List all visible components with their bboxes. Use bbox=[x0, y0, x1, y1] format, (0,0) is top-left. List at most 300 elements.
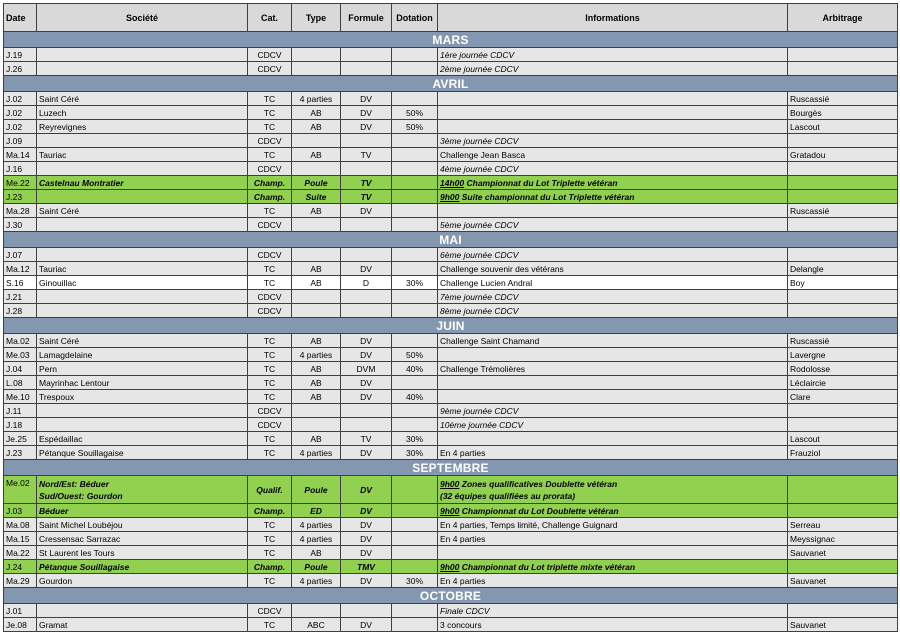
date-cell: J.16 bbox=[4, 162, 37, 176]
date-cell: L.08 bbox=[4, 376, 37, 390]
societe-cell: Cressensac Sarrazac bbox=[37, 532, 248, 546]
info-cell bbox=[438, 92, 788, 106]
societe-cell: St Laurent les Tours bbox=[37, 546, 248, 560]
arbitrage-cell: Boy bbox=[788, 276, 898, 290]
date-cell: Me.22 bbox=[4, 176, 37, 190]
arbitrage-cell bbox=[788, 604, 898, 618]
info-cell bbox=[438, 204, 788, 218]
arbitrage-cell bbox=[788, 176, 898, 190]
info-cell bbox=[438, 106, 788, 120]
date-cell: J.18 bbox=[4, 418, 37, 432]
societe-cell: Saint Céré bbox=[37, 334, 248, 348]
date-cell: Ma.22 bbox=[4, 546, 37, 560]
header-date: Date bbox=[4, 4, 37, 32]
formule-cell bbox=[341, 304, 392, 318]
cat-cell: TC bbox=[248, 376, 292, 390]
dotation-cell bbox=[392, 476, 438, 504]
info-cell bbox=[438, 162, 788, 176]
dotation-cell bbox=[392, 162, 438, 176]
date-cell: J.01 bbox=[4, 604, 37, 618]
formule-cell bbox=[341, 134, 392, 148]
societe-cell: Mayrinhac Lentour bbox=[37, 376, 248, 390]
cat-cell: TC bbox=[248, 574, 292, 588]
info-cell bbox=[438, 560, 788, 574]
month-band: MAI bbox=[4, 232, 898, 248]
type-cell bbox=[292, 304, 341, 318]
table-row bbox=[4, 106, 898, 120]
date-cell: Ma.14 bbox=[4, 148, 37, 162]
formule-cell: TV bbox=[341, 432, 392, 446]
arbitrage-cell bbox=[788, 134, 898, 148]
type-cell: AB bbox=[292, 276, 341, 290]
type-cell bbox=[292, 248, 341, 262]
info-text: Suite championnat du Lot Triplette vétéran bbox=[461, 191, 635, 202]
formule-cell: TV bbox=[341, 148, 392, 162]
table-row bbox=[4, 418, 898, 432]
cat-cell: TC bbox=[248, 446, 292, 460]
cat-cell: CDCV bbox=[248, 290, 292, 304]
formule-cell: TV bbox=[341, 176, 392, 190]
type-cell: AB bbox=[292, 432, 341, 446]
info-cell bbox=[438, 276, 788, 290]
table-row bbox=[4, 546, 898, 560]
info-text: En 4 parties, Temps limité, Challenge Guignard bbox=[440, 519, 618, 530]
cat-cell: TC bbox=[248, 532, 292, 546]
formule-cell: DV bbox=[341, 106, 392, 120]
formule-cell: DVM bbox=[341, 362, 392, 376]
info-text: 3 concours bbox=[440, 619, 482, 630]
month-band-row bbox=[4, 460, 898, 476]
societe-cell: Béduer bbox=[37, 504, 248, 518]
cat-cell: TC bbox=[248, 276, 292, 290]
societe-cell bbox=[37, 134, 248, 148]
formule-cell: DV bbox=[341, 334, 392, 348]
cat-cell: TC bbox=[248, 618, 292, 632]
type-cell: AB bbox=[292, 362, 341, 376]
month-band: OCTOBRE bbox=[4, 588, 898, 604]
info-cell bbox=[438, 504, 788, 518]
arbitrage-cell: Lascout bbox=[788, 120, 898, 134]
cat-cell: TC bbox=[248, 106, 292, 120]
date-cell: Ma.12 bbox=[4, 262, 37, 276]
societe-cell: Saint Céré bbox=[37, 92, 248, 106]
type-cell: AB bbox=[292, 148, 341, 162]
formule-cell: TV bbox=[341, 190, 392, 204]
arbitrage-cell: Bourgès bbox=[788, 106, 898, 120]
table-row bbox=[4, 262, 898, 276]
info-cell bbox=[438, 362, 788, 376]
date-cell: J.23 bbox=[4, 190, 37, 204]
societe-cell: Trespoux bbox=[37, 390, 248, 404]
date-cell: J.03 bbox=[4, 504, 37, 518]
type-cell bbox=[292, 162, 341, 176]
info-text: Challenge Trémolières bbox=[440, 363, 526, 374]
date-cell: Me.03 bbox=[4, 348, 37, 362]
table-header bbox=[4, 4, 898, 32]
arbitrage-cell: Lavergne bbox=[788, 348, 898, 362]
table-row bbox=[4, 62, 898, 76]
info-extra: (32 équipes qualifiées au prorata) bbox=[440, 490, 576, 501]
formule-cell bbox=[341, 404, 392, 418]
cat-cell: TC bbox=[248, 546, 292, 560]
header-formule: Formule bbox=[341, 4, 392, 32]
header-type: Type bbox=[292, 4, 341, 32]
month-band-row bbox=[4, 76, 898, 92]
formule-cell: DV bbox=[341, 446, 392, 460]
table-row bbox=[4, 190, 898, 204]
month-band-row bbox=[4, 588, 898, 604]
arbitrage-cell bbox=[788, 404, 898, 418]
societe-cell: Luzech bbox=[37, 106, 248, 120]
formule-cell bbox=[341, 418, 392, 432]
cat-cell: TC bbox=[248, 92, 292, 106]
dotation-cell bbox=[392, 62, 438, 76]
info-cell bbox=[438, 134, 788, 148]
societe-cell bbox=[37, 162, 248, 176]
arbitrage-cell: Frauziol bbox=[788, 446, 898, 460]
info-cell bbox=[438, 248, 788, 262]
date-cell: J.11 bbox=[4, 404, 37, 418]
arbitrage-cell: Serreau bbox=[788, 518, 898, 532]
date-cell: Me.10 bbox=[4, 390, 37, 404]
cat-cell: Champ. bbox=[248, 504, 292, 518]
arbitrage-cell bbox=[788, 62, 898, 76]
info-text: 6ème journée CDCV bbox=[440, 249, 519, 260]
type-cell: ED bbox=[292, 504, 341, 518]
dotation-cell: 40% bbox=[392, 390, 438, 404]
formule-cell bbox=[341, 290, 392, 304]
societe-line: Nord/Est: Béduer bbox=[39, 478, 109, 489]
formule-cell: DV bbox=[341, 92, 392, 106]
type-cell bbox=[292, 418, 341, 432]
type-cell bbox=[292, 218, 341, 232]
formule-cell: DV bbox=[341, 376, 392, 390]
societe-line: Sud/Ouest: Gourdon bbox=[39, 490, 123, 501]
formule-cell bbox=[341, 162, 392, 176]
type-cell: AB bbox=[292, 262, 341, 276]
type-cell bbox=[292, 604, 341, 618]
arbitrage-cell bbox=[788, 190, 898, 204]
arbitrage-cell bbox=[788, 504, 898, 518]
month-band: MARS bbox=[4, 32, 898, 48]
arbitrage-cell: Sauvanet bbox=[788, 574, 898, 588]
table-row bbox=[4, 618, 898, 632]
info-cell bbox=[438, 48, 788, 62]
societe-cell bbox=[37, 290, 248, 304]
dotation-cell bbox=[392, 148, 438, 162]
formule-cell: DV bbox=[341, 204, 392, 218]
arbitrage-cell bbox=[788, 418, 898, 432]
societe-cell: Espédaillac bbox=[37, 432, 248, 446]
month-band-row bbox=[4, 232, 898, 248]
type-cell: AB bbox=[292, 204, 341, 218]
type-cell bbox=[292, 404, 341, 418]
dotation-cell bbox=[392, 518, 438, 532]
societe-cell: Pétanque Souillagaise bbox=[37, 560, 248, 574]
dotation-cell bbox=[392, 560, 438, 574]
table-row bbox=[4, 432, 898, 446]
dotation-cell: 40% bbox=[392, 362, 438, 376]
dotation-cell bbox=[392, 618, 438, 632]
type-cell bbox=[292, 290, 341, 304]
info-text: 9ème journée CDCV bbox=[440, 405, 519, 416]
table-row bbox=[4, 304, 898, 318]
arbitrage-cell: Delangle bbox=[788, 262, 898, 276]
arbitrage-cell bbox=[788, 560, 898, 574]
info-cell bbox=[438, 190, 788, 204]
info-cell bbox=[438, 120, 788, 134]
info-text: Challenge Jean Basca bbox=[440, 149, 526, 160]
table-row bbox=[4, 334, 898, 348]
formule-cell: DV bbox=[341, 574, 392, 588]
table-row bbox=[4, 248, 898, 262]
header-row bbox=[4, 4, 898, 32]
info-cell bbox=[438, 574, 788, 588]
arbitrage-cell: Sauvanet bbox=[788, 546, 898, 560]
info-cell bbox=[438, 532, 788, 546]
table-row bbox=[4, 176, 898, 190]
date-cell: J.26 bbox=[4, 62, 37, 76]
info-time: 9h00 bbox=[440, 561, 460, 572]
table-row bbox=[4, 376, 898, 390]
societe-cell bbox=[37, 190, 248, 204]
cat-cell: Champ. bbox=[248, 190, 292, 204]
cat-cell: TC bbox=[248, 390, 292, 404]
table-row bbox=[4, 348, 898, 362]
dotation-cell bbox=[392, 546, 438, 560]
info-cell bbox=[438, 446, 788, 460]
formule-cell bbox=[341, 218, 392, 232]
date-cell: Ma.29 bbox=[4, 574, 37, 588]
info-cell bbox=[438, 432, 788, 446]
table-row bbox=[4, 134, 898, 148]
formule-cell bbox=[341, 48, 392, 62]
arbitrage-cell: Gratadou bbox=[788, 148, 898, 162]
societe-cell: Ginouillac bbox=[37, 276, 248, 290]
calendar-table bbox=[3, 3, 898, 632]
table-row bbox=[4, 518, 898, 532]
type-cell: 4 parties bbox=[292, 574, 341, 588]
societe-cell: Tauriac bbox=[37, 262, 248, 276]
societe-cell: Castelnau Montratier bbox=[37, 176, 248, 190]
cat-cell: TC bbox=[248, 334, 292, 348]
table-row bbox=[4, 404, 898, 418]
cat-cell: Champ. bbox=[248, 176, 292, 190]
info-text: 2ème journée CDCV bbox=[440, 63, 519, 74]
formule-cell: DV bbox=[341, 532, 392, 546]
cat-cell: CDCV bbox=[248, 218, 292, 232]
dotation-cell bbox=[392, 376, 438, 390]
dotation-cell bbox=[392, 176, 438, 190]
cat-cell: CDCV bbox=[248, 418, 292, 432]
info-text: 7ème journée CDCV bbox=[440, 291, 519, 302]
date-cell: Ma.15 bbox=[4, 532, 37, 546]
dotation-cell bbox=[392, 134, 438, 148]
table-row bbox=[4, 290, 898, 304]
date-cell: J.07 bbox=[4, 248, 37, 262]
info-text: Zones qualificatives Doublette vétéran bbox=[461, 478, 618, 489]
arbitrage-cell: Sauvanet bbox=[788, 618, 898, 632]
societe-cell: Lamagdelaine bbox=[37, 348, 248, 362]
table-row bbox=[4, 504, 898, 518]
date-cell: Je.08 bbox=[4, 618, 37, 632]
info-text: 10ème journée CDCV bbox=[440, 419, 524, 430]
header-arbitrage: Arbitrage bbox=[788, 4, 898, 32]
formule-cell: DV bbox=[341, 348, 392, 362]
table-row bbox=[4, 276, 898, 290]
date-cell: Ma.02 bbox=[4, 334, 37, 348]
formule-cell bbox=[341, 604, 392, 618]
table-row bbox=[4, 476, 898, 504]
formule-cell: TMV bbox=[341, 560, 392, 574]
date-cell: J.04 bbox=[4, 362, 37, 376]
arbitrage-cell: Ruscassié bbox=[788, 204, 898, 218]
info-text: Championnat du Lot Doublette vétéran bbox=[461, 505, 619, 516]
arbitrage-cell bbox=[788, 48, 898, 62]
type-cell: AB bbox=[292, 334, 341, 348]
table-row bbox=[4, 362, 898, 376]
info-text: Challenge souvenir des vétérans bbox=[440, 263, 564, 274]
table-row bbox=[4, 162, 898, 176]
info-cell bbox=[438, 376, 788, 390]
dotation-cell bbox=[392, 204, 438, 218]
info-text: Finale CDCV bbox=[440, 605, 490, 616]
date-cell: J.02 bbox=[4, 106, 37, 120]
formule-cell: DV bbox=[341, 262, 392, 276]
type-cell: Suite bbox=[292, 190, 341, 204]
info-text: En 4 parties bbox=[440, 447, 486, 458]
cat-cell: TC bbox=[248, 432, 292, 446]
societe-cell: Saint Céré bbox=[37, 204, 248, 218]
type-cell: AB bbox=[292, 120, 341, 134]
cat-cell: CDCV bbox=[248, 48, 292, 62]
info-text: 4ème journée CDCV bbox=[440, 163, 519, 174]
date-cell: Je.25 bbox=[4, 432, 37, 446]
cat-cell: CDCV bbox=[248, 248, 292, 262]
info-cell bbox=[438, 604, 788, 618]
info-cell bbox=[438, 476, 788, 504]
table-row bbox=[4, 48, 898, 62]
societe-cell: Tauriac bbox=[37, 148, 248, 162]
type-cell: 4 parties bbox=[292, 518, 341, 532]
dotation-cell: 30% bbox=[392, 276, 438, 290]
cat-cell: Qualif. bbox=[248, 476, 292, 504]
cat-cell: CDCV bbox=[248, 162, 292, 176]
dotation-cell bbox=[392, 418, 438, 432]
type-cell: 4 parties bbox=[292, 348, 341, 362]
date-cell: Me.02 bbox=[4, 476, 37, 504]
societe-cell bbox=[37, 304, 248, 318]
month-band-row bbox=[4, 32, 898, 48]
header-informations: Informations bbox=[438, 4, 788, 32]
type-cell: 4 parties bbox=[292, 446, 341, 460]
header-societe: Société bbox=[37, 4, 248, 32]
info-cell bbox=[438, 334, 788, 348]
arbitrage-cell: Ruscassié bbox=[788, 334, 898, 348]
arbitrage-cell: Rodolosse bbox=[788, 362, 898, 376]
cat-cell: Champ. bbox=[248, 560, 292, 574]
month-band: AVRIL bbox=[4, 76, 898, 92]
formule-cell: DV bbox=[341, 518, 392, 532]
formule-cell: DV bbox=[341, 546, 392, 560]
info-cell bbox=[438, 618, 788, 632]
date-cell: J.09 bbox=[4, 134, 37, 148]
table-row bbox=[4, 218, 898, 232]
dotation-cell bbox=[392, 532, 438, 546]
formule-cell bbox=[341, 248, 392, 262]
month-band-row bbox=[4, 318, 898, 334]
formule-cell: DV bbox=[341, 504, 392, 518]
type-cell: 4 parties bbox=[292, 92, 341, 106]
cat-cell: CDCV bbox=[248, 404, 292, 418]
dotation-cell: 30% bbox=[392, 574, 438, 588]
dotation-cell: 50% bbox=[392, 348, 438, 362]
info-cell bbox=[438, 518, 788, 532]
societe-cell: Reyrevignes bbox=[37, 120, 248, 134]
dotation-cell: 30% bbox=[392, 432, 438, 446]
header-dotation: Dotation bbox=[392, 4, 438, 32]
type-cell bbox=[292, 48, 341, 62]
type-cell: ABC bbox=[292, 618, 341, 632]
formule-cell: DV bbox=[341, 390, 392, 404]
societe-cell bbox=[37, 218, 248, 232]
type-cell: AB bbox=[292, 376, 341, 390]
info-cell bbox=[438, 148, 788, 162]
dotation-cell: 30% bbox=[392, 446, 438, 460]
dotation-cell bbox=[392, 262, 438, 276]
societe-cell bbox=[37, 418, 248, 432]
arbitrage-cell: Léclaircie bbox=[788, 376, 898, 390]
date-cell: J.28 bbox=[4, 304, 37, 318]
info-cell bbox=[438, 218, 788, 232]
dotation-cell bbox=[392, 304, 438, 318]
date-cell: J.30 bbox=[4, 218, 37, 232]
info-cell bbox=[438, 348, 788, 362]
societe-cell: Saint Michel Loubéjou bbox=[37, 518, 248, 532]
formule-cell: DV bbox=[341, 618, 392, 632]
dotation-cell bbox=[392, 92, 438, 106]
arbitrage-cell: Ruscassié bbox=[788, 92, 898, 106]
table-row bbox=[4, 148, 898, 162]
societe-cell bbox=[37, 248, 248, 262]
dotation-cell: 50% bbox=[392, 120, 438, 134]
dotation-cell bbox=[392, 290, 438, 304]
type-cell bbox=[292, 62, 341, 76]
date-cell: Ma.08 bbox=[4, 518, 37, 532]
arbitrage-cell bbox=[788, 248, 898, 262]
info-text: 3ème journée CDCV bbox=[440, 135, 519, 146]
cat-cell: CDCV bbox=[248, 304, 292, 318]
table-row bbox=[4, 574, 898, 588]
cat-cell: TC bbox=[248, 148, 292, 162]
type-cell: Poule bbox=[292, 560, 341, 574]
cat-cell: CDCV bbox=[248, 62, 292, 76]
arbitrage-cell bbox=[788, 162, 898, 176]
info-text: Championnat du Lot triplette mixte vétéran bbox=[461, 561, 636, 572]
arbitrage-cell bbox=[788, 304, 898, 318]
info-cell bbox=[438, 262, 788, 276]
info-cell bbox=[438, 546, 788, 560]
table-body bbox=[4, 32, 898, 632]
dotation-cell: 50% bbox=[392, 106, 438, 120]
formule-cell: D bbox=[341, 276, 392, 290]
type-cell: AB bbox=[292, 546, 341, 560]
info-cell bbox=[438, 418, 788, 432]
societe-cell: Pern bbox=[37, 362, 248, 376]
info-text: 1ère journée CDCV bbox=[440, 49, 515, 60]
type-cell: AB bbox=[292, 390, 341, 404]
dotation-cell bbox=[392, 190, 438, 204]
